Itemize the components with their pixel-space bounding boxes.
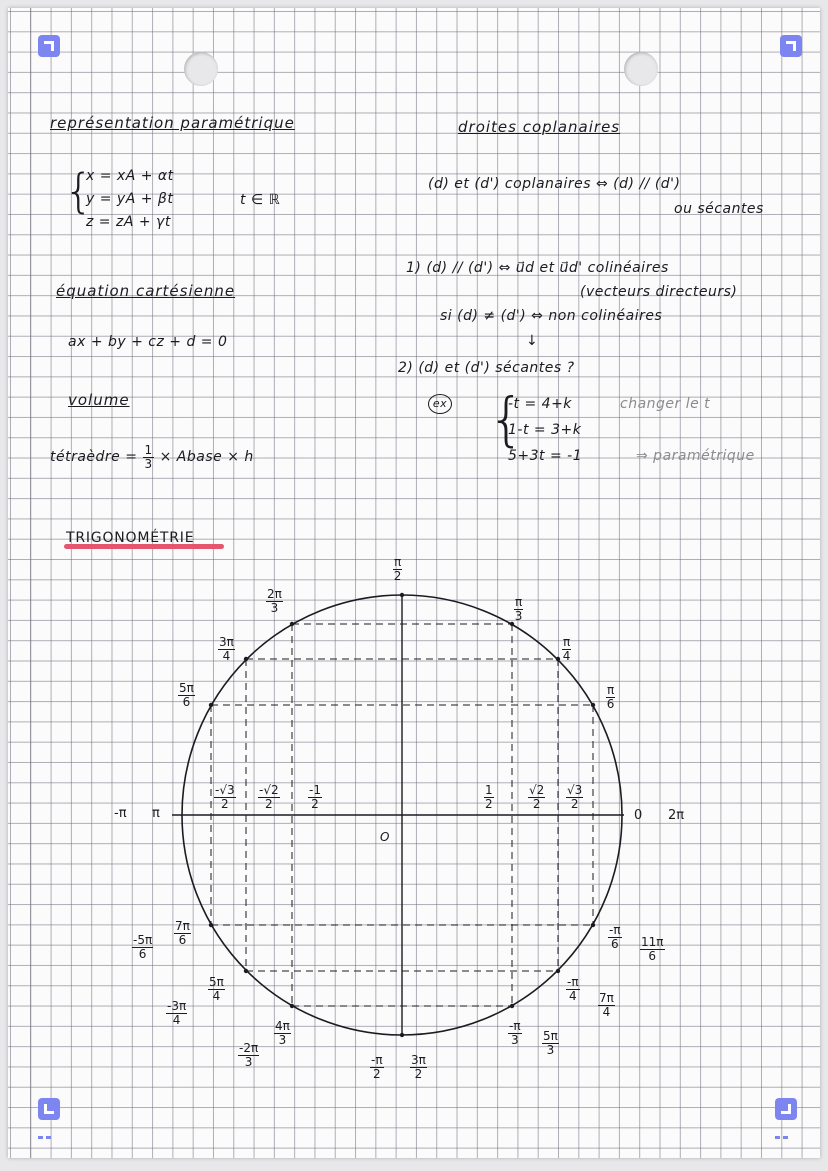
label-11pi-over-6	[640, 936, 665, 962]
numerator: -5π	[133, 933, 153, 947]
item1-line2: (vecteurs directeurs)	[580, 284, 738, 300]
parametric-title: représentation paramétrique	[50, 114, 295, 132]
numerator: -π	[509, 1019, 521, 1033]
numerator: 1	[485, 783, 493, 797]
label-3pi-over-4	[218, 636, 235, 662]
numerator: 7π	[175, 919, 190, 933]
label-cos-minus-half	[308, 784, 322, 810]
denominator: 2	[372, 1066, 381, 1081]
label-cos-sqrt2	[528, 784, 545, 810]
label-7pi-over-6	[174, 920, 191, 946]
label-two-pi: 2π	[668, 808, 685, 823]
notebook-page	[8, 8, 820, 1158]
numerator: π	[515, 595, 523, 609]
denominator: 2	[532, 796, 541, 811]
coplanar-title: droites coplanaires	[458, 118, 621, 136]
numerator: -3π	[167, 999, 187, 1013]
numerator: 7π	[599, 991, 614, 1005]
example-badge: ex	[428, 394, 452, 414]
numerator: 2π	[267, 587, 282, 601]
numerator: 5π	[543, 1029, 558, 1043]
label-cos-sqrt3	[566, 784, 583, 810]
label-minus-pi: -π	[114, 806, 127, 821]
denominator: 2	[485, 796, 493, 811]
numerator: 5π	[209, 975, 224, 989]
denominator: 3	[244, 1054, 253, 1069]
numerator: -π	[567, 975, 579, 989]
label-minus-pi-over-3	[508, 1020, 522, 1046]
label-5pi-over-6	[178, 682, 195, 708]
numerator: -√3	[215, 783, 235, 797]
item1-line1: 1) (d) // (d') ⇔ u⃗d et u⃗d' colinéaires	[406, 260, 669, 276]
system-brace: {	[64, 164, 94, 218]
fraction-numerator: 1	[144, 443, 153, 457]
label-7pi-over-4	[598, 992, 615, 1018]
numerator: -1	[309, 783, 321, 797]
denominator: 2	[393, 568, 402, 583]
item2-title: 2) (d) et (d') sécantes ?	[398, 360, 575, 376]
denominator: 4	[602, 1004, 611, 1019]
volume-title: volume	[68, 391, 130, 409]
numerator: -2π	[239, 1041, 259, 1055]
parametric-eq-z: z = zA + γt	[86, 214, 171, 230]
system-brace: {	[488, 385, 526, 453]
denominator: 4	[568, 988, 577, 1003]
coplanar-definition: (d) et (d') coplanaires ⇔ (d) // (d')	[428, 176, 681, 192]
numerator: 3π	[219, 635, 234, 649]
denominator: 3	[514, 608, 523, 623]
denominator: 4	[222, 648, 231, 663]
denominator: 3	[546, 1042, 555, 1057]
denominator: 2	[311, 796, 319, 811]
label-pi-over-2	[393, 556, 402, 582]
denominator: 3	[278, 1032, 287, 1047]
label-pi: π	[152, 806, 160, 821]
label-minus-3pi-over-4	[166, 1000, 187, 1026]
label-4pi-over-3	[274, 1020, 291, 1046]
cartesian-title: équation cartésienne	[56, 282, 236, 300]
denominator: 4	[212, 988, 221, 1003]
label-5pi-over-4	[208, 976, 225, 1002]
denominator: 6	[648, 948, 657, 963]
volume-suffix: × Abase × h	[159, 449, 254, 466]
denominator: 6	[182, 694, 191, 709]
label-pi-over-3	[514, 596, 523, 622]
label-minus-5pi-over-6	[132, 934, 153, 960]
label-pi-over-6	[606, 684, 615, 710]
label-5pi-over-3	[542, 1030, 559, 1056]
system-line-2: 1-t = 3+k	[508, 422, 582, 438]
denominator: 2	[264, 796, 273, 811]
denominator: 6	[610, 936, 619, 951]
denominator: 3	[270, 600, 279, 615]
numerator: 5π	[179, 681, 194, 695]
trigonometry-title: TRIGONOMÉTRIE	[66, 530, 195, 546]
denominator: 2	[220, 796, 229, 811]
volume-prefix: tétraèdre =	[50, 449, 138, 466]
label-minus-pi-over-4	[566, 976, 580, 1002]
numerator: √2	[529, 783, 545, 797]
parametric-domain: t ∈ ℝ	[240, 192, 281, 208]
numerator: 4π	[275, 1019, 290, 1033]
denominator: 2	[414, 1066, 423, 1081]
denominator: 2	[570, 796, 579, 811]
label-cos-minus-sqrt3	[214, 784, 236, 810]
origin-label: O	[380, 830, 390, 844]
label-cos-half	[484, 784, 494, 810]
numerator: π	[394, 555, 402, 569]
numerator: -π	[609, 923, 621, 937]
numerator: 3π	[411, 1053, 426, 1067]
denominator: 4	[562, 648, 571, 663]
down-arrow-icon: ↓	[526, 333, 539, 349]
parametric-eq-x: x = xA + αt	[86, 168, 174, 184]
denominator: 3	[510, 1032, 519, 1047]
label-2pi-over-3	[266, 588, 283, 614]
note-change-t: changer le t	[620, 396, 711, 412]
numerator: -π	[371, 1053, 383, 1067]
numerator: -√2	[259, 783, 279, 797]
denominator: 6	[138, 946, 147, 961]
denominator: 4	[172, 1012, 181, 1027]
item1-line3: si (d) ≠ (d') ⇔ non colinéaires	[440, 308, 663, 324]
system-line-3: 5+3t = -1	[508, 448, 583, 464]
numerator: π	[607, 683, 615, 697]
note-parametric: ⇒ paramétrique	[636, 448, 755, 464]
numerator: 11π	[641, 935, 664, 949]
denominator: 6	[178, 932, 187, 947]
fraction-denominator: 3	[144, 456, 153, 471]
label-minus-2pi-over-3	[238, 1042, 259, 1068]
coplanar-definition-cont: ou sécantes	[674, 201, 764, 217]
denominator: 6	[606, 696, 615, 711]
label-3pi-over-2	[410, 1054, 427, 1080]
numerator: √3	[567, 783, 583, 797]
label-cos-minus-sqrt2	[258, 784, 280, 810]
cartesian-equation: ax + by + cz + d = 0	[68, 334, 228, 350]
system-line-1: -t = 4+k	[508, 396, 572, 412]
label-minus-pi-over-6	[608, 924, 622, 950]
numerator: π	[563, 635, 571, 649]
label-minus-pi-over-2	[370, 1054, 384, 1080]
label-zero: 0	[634, 808, 643, 823]
unit-circle-diagram	[8, 8, 820, 1158]
label-pi-over-4	[562, 636, 571, 662]
parametric-eq-y: y = yA + βt	[86, 191, 174, 207]
